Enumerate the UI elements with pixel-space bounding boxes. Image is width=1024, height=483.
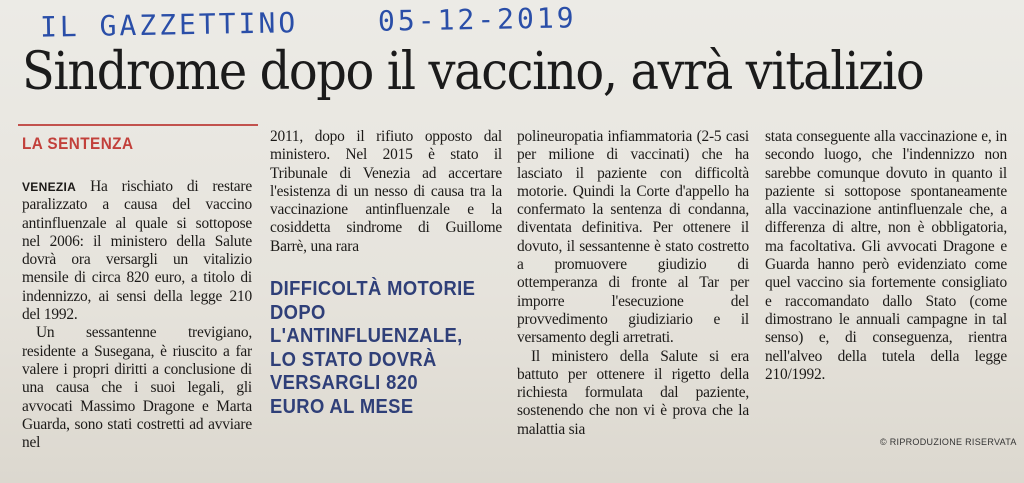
- kicker: LA SENTENZA: [22, 134, 134, 153]
- paragraph: stata conseguente alla vaccinazione e, in secondo luogo, che l'indennizzo non sarebbe comunque dovuto in quanto il paziente si sottopose spontaneamente alla vaccinazione antinfluenzale che, a differenza di altre, non è obbligatoria, ma facoltativa. Gli avvocati Dragone e Guarda hanno però evidenziato come quel vaccino sia fortemente consigliato e raccomandato dallo Stato (come dimostrano le annuali campagne in tal senso) e, di conseguenza, rientra nell'alveo della tutela della legge 210/1992.: [765, 128, 1007, 383]
- dateline: VENEZIA: [22, 180, 77, 194]
- handwritten-date: 05-12-2019: [377, 1, 577, 38]
- paragraph: 2011, dopo il rifiuto opposto dal ministero. Nel 2015 è stato il Tribunale di Venezia ad accertare l'esistenza di un nesso di causa tra la vaccinazione antinfluenzale e la cosiddetta sindrome di Guillome Barrè, una rara: [270, 128, 502, 255]
- kicker-rule: [18, 124, 258, 126]
- article-column-2: [270, 128, 502, 256]
- article-column-1: [22, 178, 252, 452]
- paragraph: Un sessantenne trevigiano, residente a Susegana, è riuscito a far valere i propri diritti a conclusione di una causa che i suoi legali, gli avvocati Massimo Dragone e Marta Guarda, sono stati costretti ad avviare nel: [22, 324, 252, 452]
- copyright-notice: © RIPRODUZIONE RISERVATA: [880, 437, 1017, 447]
- article-column-4: [765, 128, 1007, 384]
- paragraph-text: Ha rischiato di restare paralizzato a causa del vaccino antinfluenzale al quale si sottopose nel 2006: il ministero della Salute dovrà ora versargli un vitalizio mensile di circa 820 euro, a titolo di indennizzo, ai sensi della legge 210 del 1992.: [22, 178, 252, 324]
- handwritten-source: IL GAZZETTINO: [39, 6, 299, 44]
- headline: Sindrome dopo il vaccino, avrà vitalizio: [22, 42, 924, 102]
- paragraph: [22, 178, 252, 324]
- pull-quote: DIFFICOLTÀ MOTORIE DOPO L'ANTINFLUENZALE, LO STATO DOVRÀ VERSARGLI 820 EURO AL MESE: [270, 278, 476, 418]
- paragraph: Il ministero della Salute si era battuto per ottenere il rigetto della richiesta formulata dal paziente, sostenendo che non vi è prova che la malattia sia: [517, 347, 749, 438]
- handwritten-note: [40, 1, 577, 43]
- article-column-3: [517, 128, 749, 439]
- paragraph: polineuropatia infiammatoria (2-5 casi per milione di vaccinati) che ha lasciato il paziente con difficoltà motorie. Quindi la Corte d'appello ha confermato la sentenza di condanna, diventata definitiva. Per ottenere il dovuto, il sessantenne è stato costretto a promuovere giudizio di ottemperanza di fronte al Tar per imporre l'esecuzione del provvedimento giudiziario e il versamento degli arretrati.: [517, 128, 749, 347]
